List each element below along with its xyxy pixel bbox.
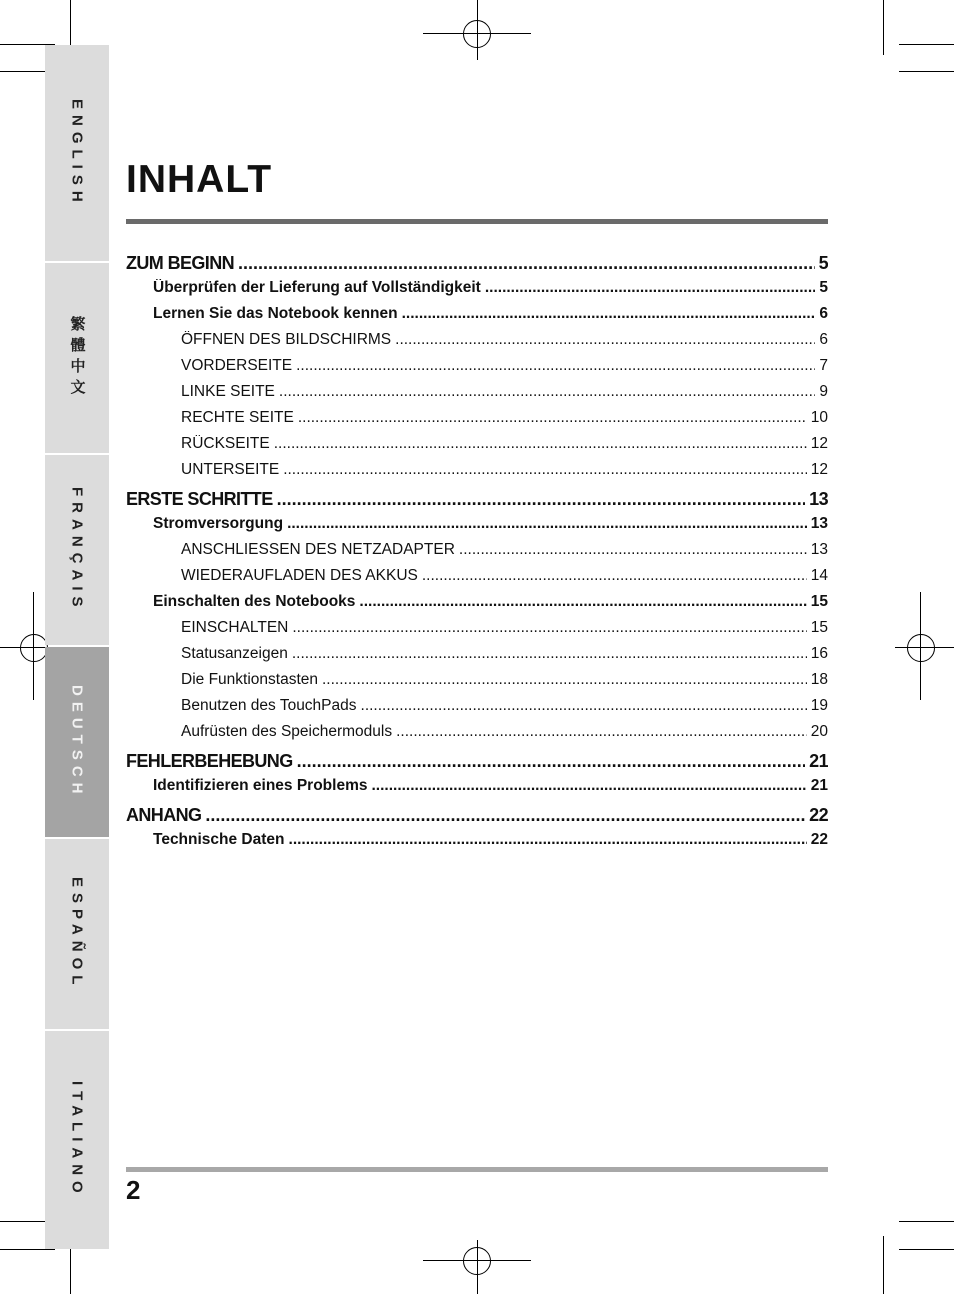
toc-leader-dots [274, 435, 807, 453]
toc-leader-dots [289, 831, 807, 849]
toc-entry-title: ANSCHLIESSEN DES NETZADAPTER [181, 541, 455, 558]
toc-entry[interactable] [126, 305, 828, 331]
toc-entry-page: 13 [810, 515, 828, 532]
toc-entry-page: 5 [818, 253, 828, 273]
toc-leader-dots [396, 723, 807, 741]
toc-leader-dots [205, 805, 805, 826]
toc-entry[interactable] [126, 435, 828, 461]
toc-leader-dots [359, 593, 806, 611]
toc-entry[interactable] [126, 489, 828, 515]
toc-leader-dots [371, 777, 806, 795]
title-divider [126, 219, 828, 224]
toc-entry-title: Benutzen des TouchPads [181, 697, 357, 714]
toc-entry-title: Lernen Sie das Notebook kennen [153, 305, 398, 322]
toc-leader-dots [395, 331, 815, 349]
toc-entry[interactable] [126, 409, 828, 435]
lang-tab-italiano[interactable] [45, 1031, 109, 1249]
toc-entry[interactable] [126, 751, 828, 777]
lang-tab-label: ESPAÑOL [68, 877, 86, 991]
toc-entry-title: WIEDERAUFLADEN DES AKKUS [181, 567, 418, 584]
toc-entry-page: 13 [809, 489, 828, 509]
toc-entry-title: Identifizieren eines Problems [153, 777, 368, 794]
toc-entry[interactable] [126, 593, 828, 619]
toc-entry-title: Technische Daten [153, 831, 285, 848]
lang-tab-label: ENGLISH [68, 98, 86, 208]
toc-entry-title: UNTERSEITE [181, 461, 280, 478]
lang-tab-francais[interactable] [45, 455, 109, 645]
toc-entry-title: Die Funktionstasten [181, 671, 318, 688]
toc-entry-page: 5 [819, 279, 828, 296]
language-sidebar [45, 45, 109, 1249]
toc-leader-dots [485, 279, 816, 297]
toc-entry-page: 15 [810, 593, 828, 610]
toc-leader-dots [361, 697, 807, 715]
toc-entry[interactable] [126, 331, 828, 357]
toc-entry-title: Aufrüsten des Speichermoduls [181, 723, 393, 740]
toc-entry-title: Statusanzeigen [181, 645, 288, 662]
toc-entry-page: 22 [809, 805, 828, 825]
lang-tab-label: 繁體中文 [68, 316, 86, 400]
toc-entry-page: 10 [810, 409, 828, 426]
toc-entry[interactable] [126, 253, 828, 279]
toc-entry[interactable] [126, 461, 828, 487]
toc-leader-dots [277, 489, 806, 510]
toc-entry[interactable] [126, 777, 828, 803]
toc-entry[interactable] [126, 279, 828, 305]
toc-entry[interactable] [126, 357, 828, 383]
toc-entry-page: 15 [810, 619, 828, 636]
toc-entry[interactable] [126, 645, 828, 671]
toc-entry-page: 13 [810, 541, 828, 558]
toc-leader-dots [322, 671, 807, 689]
toc-leader-dots [238, 253, 815, 274]
toc-entry-title: ERSTE SCHRITTE [126, 489, 273, 509]
toc-entry-title: Überprüfen der Lieferung auf Vollständigkeit [153, 279, 481, 296]
toc-entry[interactable] [126, 697, 828, 723]
toc-entry[interactable] [126, 619, 828, 645]
toc-entry-page: 7 [819, 357, 828, 374]
toc-entry-page: 16 [810, 645, 828, 662]
toc-entry[interactable] [126, 515, 828, 541]
lang-tab-chinese[interactable] [45, 263, 109, 453]
toc-entry[interactable] [126, 567, 828, 593]
toc-leader-dots [292, 619, 806, 637]
toc-entry-page: 12 [810, 435, 828, 452]
toc-leader-dots [422, 567, 807, 585]
toc-entry-page: 14 [810, 567, 828, 584]
toc-entry-page: 6 [819, 331, 828, 348]
table-of-contents [126, 253, 828, 857]
toc-entry[interactable] [126, 805, 828, 831]
toc-leader-dots [402, 305, 816, 323]
toc-leader-dots [279, 383, 815, 401]
toc-entry[interactable] [126, 383, 828, 409]
toc-leader-dots [296, 357, 815, 375]
toc-entry-page: 12 [810, 461, 828, 478]
toc-leader-dots [298, 409, 807, 427]
lang-tab-deutsch[interactable] [45, 647, 109, 837]
toc-leader-dots [283, 461, 807, 479]
page-number: 2 [126, 1175, 141, 1205]
toc-entry-page: 18 [810, 671, 828, 688]
lang-tab-english[interactable] [45, 45, 109, 261]
toc-entry[interactable] [126, 541, 828, 567]
toc-entry[interactable] [126, 831, 828, 857]
toc-entry-title: RECHTE SEITE [181, 409, 294, 426]
toc-entry-page: 19 [810, 697, 828, 714]
toc-entry-page: 6 [819, 305, 828, 322]
toc-entry-page: 20 [810, 723, 828, 740]
toc-entry-title: LINKE SEITE [181, 383, 275, 400]
toc-entry-title: ANHANG [126, 805, 202, 825]
toc-leader-dots [297, 751, 806, 772]
toc-entry-title: FEHLERBEHEBUNG [126, 751, 293, 771]
toc-entry-page: 9 [819, 383, 828, 400]
toc-entry-title: Stromversorgung [153, 515, 284, 532]
toc-entry-page: 21 [809, 751, 828, 771]
toc-entry-title: Einschalten des Notebooks [153, 593, 356, 610]
page-title: INHALT [126, 158, 273, 201]
toc-entry-title: RÜCKSEITE [181, 435, 270, 452]
toc-leader-dots [287, 515, 807, 533]
toc-entry-page: 21 [810, 777, 828, 794]
lang-tab-label: ITALIANO [68, 1081, 86, 1199]
toc-entry[interactable] [126, 723, 828, 749]
footer-divider [126, 1167, 828, 1172]
lang-tab-label: DEUTSCH [68, 684, 86, 800]
lang-tab-espanol[interactable] [45, 839, 109, 1029]
toc-entry-title: ZUM BEGINN [126, 253, 234, 273]
toc-entry-page: 22 [810, 831, 828, 848]
toc-entry-title: VORDERSEITE [181, 357, 293, 374]
toc-leader-dots [292, 645, 807, 663]
toc-entry-title: EINSCHALTEN [181, 619, 289, 636]
toc-entry-title: ÖFFNEN DES BILDSCHIRMS [181, 331, 392, 348]
toc-leader-dots [459, 541, 807, 559]
toc-entry[interactable] [126, 671, 828, 697]
lang-tab-label: FRANÇAIS [68, 487, 86, 613]
